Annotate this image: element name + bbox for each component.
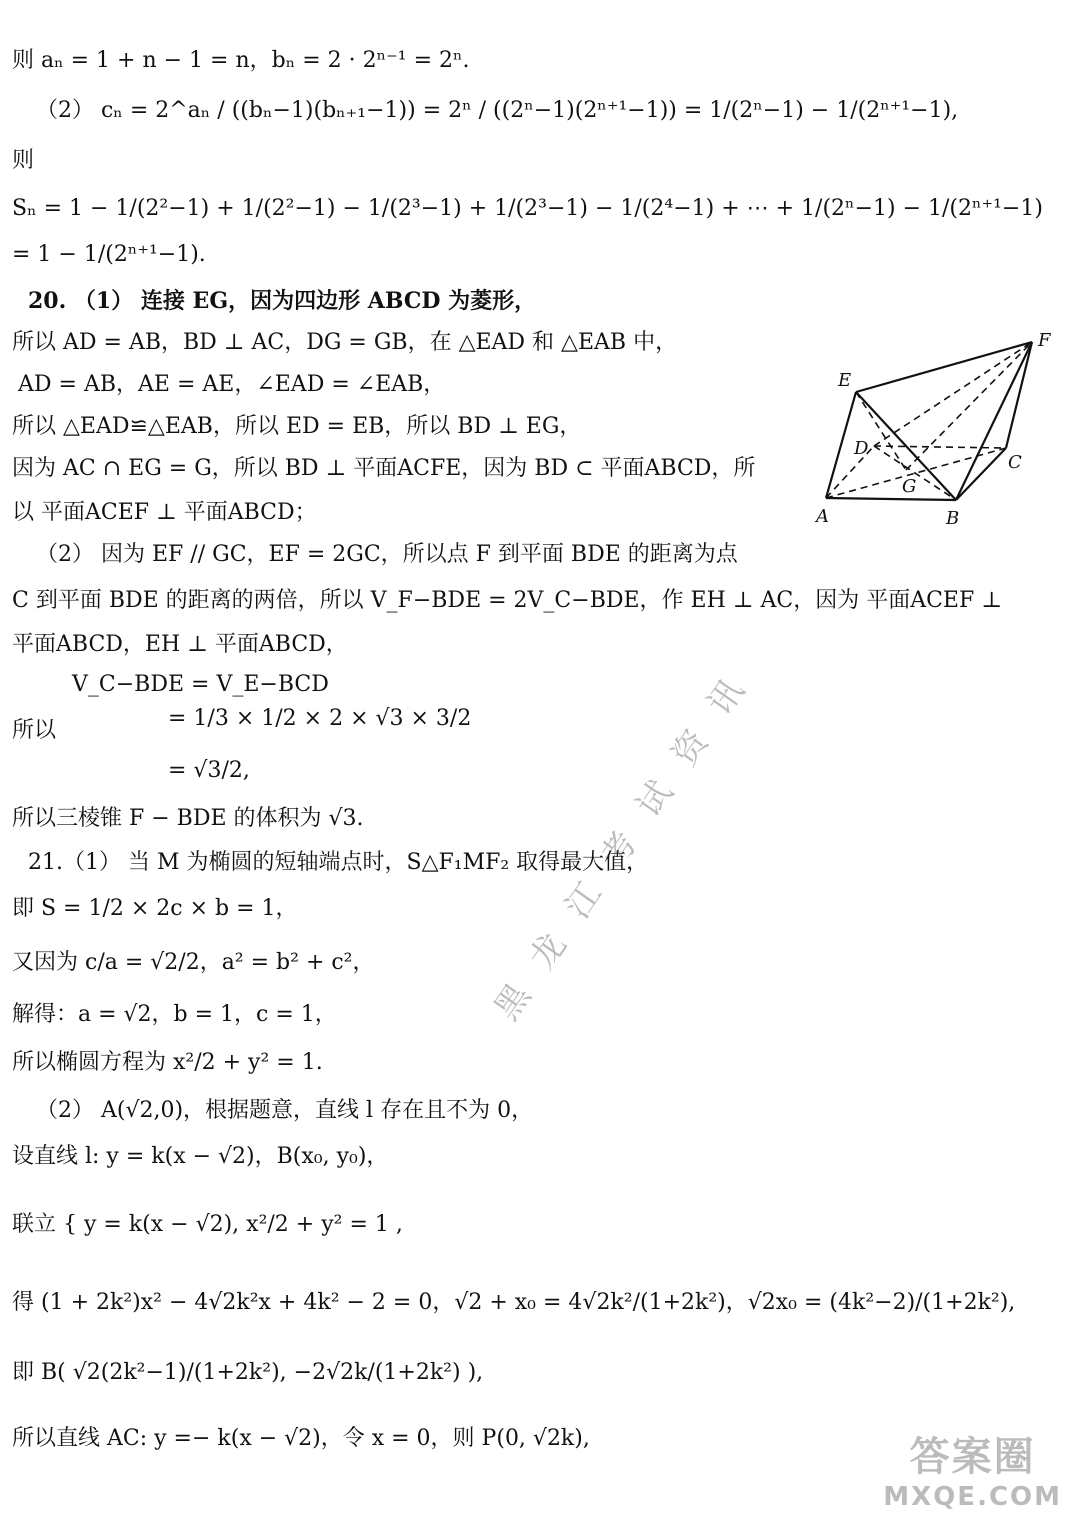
figure-label: E — [838, 370, 852, 391]
watermark: 黑龙江考试资讯 — [486, 649, 769, 1028]
text-line: = √3/2, — [168, 758, 250, 783]
text-line: 设直线 l: y = k(x − √2)，B(x₀, y₀)， — [12, 1144, 389, 1169]
geometry-figure — [810, 330, 1070, 530]
text-line: （2） 因为 EF // GC，EF = 2GC，所以点 F 到平面 BDE 的距离为点 — [36, 542, 738, 567]
text-line: 所以椭圆方程为 x²/2 + y² = 1. — [12, 1050, 323, 1075]
text-line: 因为 AC ∩ EG = G，所以 BD ⊥ 平面ACFE，因为 BD ⊂ 平面ABCD，所 — [12, 456, 756, 481]
text-line: 所以直线 AC: y =− k(x − √2)，令 x = 0，则 P(0, √2k), — [12, 1426, 590, 1451]
text-line: 解得：a = √2，b = 1，c = 1， — [12, 1002, 337, 1027]
text-line: 所以 AD = AB，BD ⊥ AC，DG = GB，在 △EAD 和 △EAB 中， — [12, 330, 678, 355]
text-line: = 1 − 1/(2ⁿ⁺¹−1). — [12, 242, 206, 267]
figure-label: B — [946, 508, 960, 529]
text-line: = 1/3 × 1/2 × 2 × √3 × 3/2 — [168, 706, 472, 731]
site-logo — [883, 1425, 1062, 1512]
logo-domain: MXQE.COM — [883, 1482, 1062, 1512]
text-line: 以 平面ACEF ⊥ 平面ABCD； — [12, 500, 317, 525]
text-line: 即 B( √2(2k²−1)/(1+2k²), −2√2k/(1+2k²) ), — [12, 1360, 484, 1385]
text-line: 所以三棱锥 F − BDE 的体积为 √3. — [12, 806, 364, 831]
text-line: C 到平面 BDE 的距离的两倍，所以 V_F−BDE = 2V_C−BDE，作 EH ⊥ AC，因为 平面ACEF ⊥ — [12, 588, 1002, 613]
question-heading: 20. （1） 连接 EG，因为四边形 ABCD 为菱形， — [28, 288, 537, 314]
figure-label: D — [854, 438, 869, 459]
text-line: 即 S = 1/2 × 2c × b = 1， — [12, 896, 298, 921]
text-line: 联立 { y = k(x − √2), x²/2 + y² = 1 , — [12, 1212, 403, 1237]
text-line: 得 (1 + 2k²)x² − 4√2k²x + 4k² − 2 = 0，√2 + x₀ = 4√2k²/(1+2k²)，√2x₀ = (4k²−2)/(1+2k²), — [12, 1290, 1016, 1315]
text-line: AD = AB，AE = AE，∠EAD = ∠EAB， — [18, 372, 446, 397]
question-heading: 21.（1） 当 M 为椭圆的短轴端点时，S△F₁MF₂ 取得最大值， — [28, 850, 649, 875]
text-line: 所以 △EAD≌△EAB，所以 ED = EB，所以 BD ⊥ EG， — [12, 414, 582, 439]
text-line: （2） A(√2,0)，根据题意，直线 l 存在且不为 0， — [36, 1098, 534, 1123]
text-line: 又因为 c/a = √2/2，a² = b² + c²， — [12, 950, 375, 975]
text-line: V_C−BDE = V_E−BCD — [72, 672, 329, 697]
text-line: Sₙ = 1 − 1/(2²−1) + 1/(2²−1) − 1/(2³−1) + 1/(2³−1) − 1/(2⁴−1) + ⋯ + 1/(2ⁿ−1) − 1/(2ⁿ⁺¹−1) — [12, 196, 1043, 221]
text-line: 则 — [12, 148, 35, 173]
text-line: 则 aₙ = 1 + n − 1 = n，bₙ = 2 · 2ⁿ⁻¹ = 2ⁿ. — [12, 48, 470, 73]
logo-text: 答案圈 — [909, 1434, 1036, 1480]
figure-label: A — [816, 506, 829, 527]
figure-label: C — [1008, 452, 1022, 473]
figure-label: G — [902, 476, 917, 497]
figure-label: F — [1038, 330, 1051, 351]
text-line: 平面ABCD，EH ⊥ 平面ABCD， — [12, 632, 348, 657]
text-line: 所以 — [12, 718, 57, 743]
text-line: （2） cₙ = 2^aₙ / ((bₙ−1)(bₙ₊₁−1)) = 2ⁿ / ((2ⁿ−1)(2ⁿ⁺¹−1)) = 1/(2ⁿ−1) − 1/(2ⁿ⁺¹−1), — [36, 98, 959, 123]
